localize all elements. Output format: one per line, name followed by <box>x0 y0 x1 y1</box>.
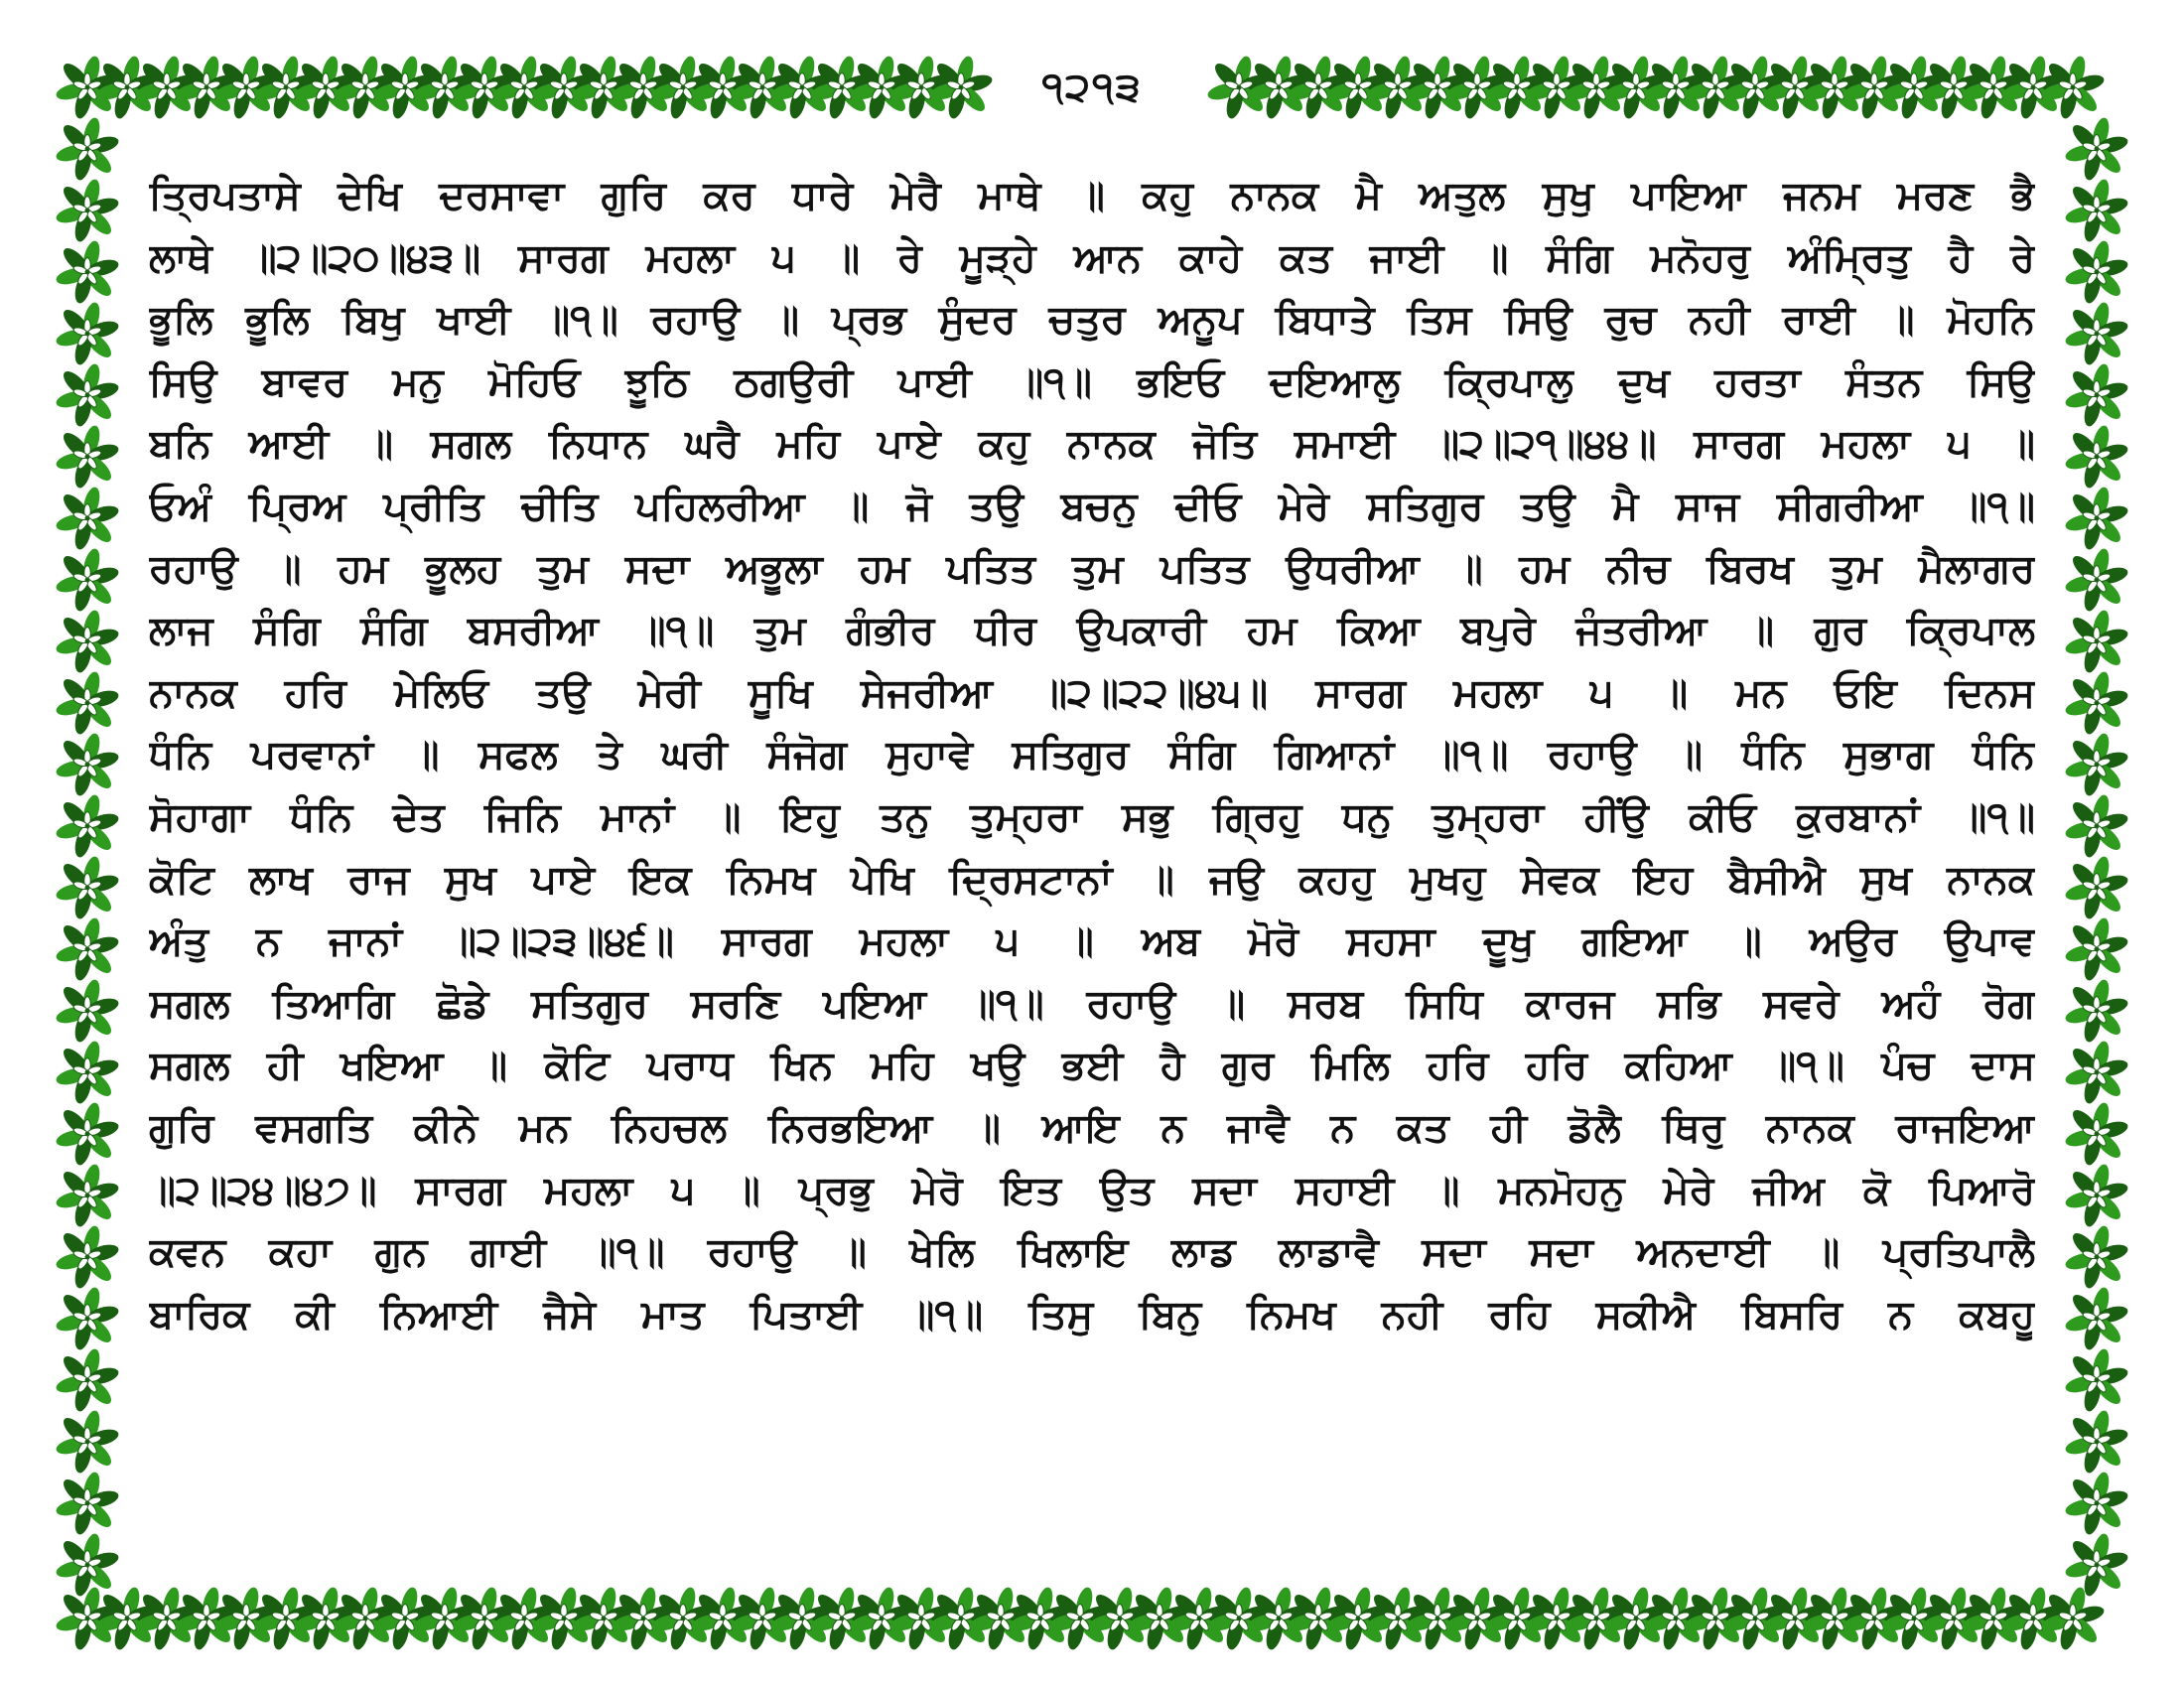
verse-line: ਲਾਥੇ ॥੨॥੨੦॥੪੩॥ ਸਾਰਗ ਮਹਲਾ ੫ ॥ ਰੇ ਮੂੜ੍ਹੇ ਆਨ ਕਾਹੇ ਕਤ ਜਾਈ ॥ ਸੰਗਿ ਮਨੋਹਰੁ ਅੰਮ੍ਰਿਤੁ ਹੈ ਰੇ <box>149 234 2035 281</box>
verse-line: ਰਹਾਉ ॥ ਹਮ ਭੂਲਹ ਤੁਮ ਸਦਾ ਅਭੂਲਾ ਹਮ ਪਤਿਤ ਤੁਮ ਪਤਿਤ ਉਧਰੀਆ ॥ ਹਮ ਨੀਚ ਬਿਰਖ ਤੁਮ ਮੈਲਾਗਰ <box>149 545 2035 592</box>
flower-ornament-icon <box>55 486 120 551</box>
flower-ornament-icon <box>55 1101 120 1167</box>
verse-line: ਬਾਰਿਕ ਕੀ ਨਿਆਈ ਜੈਸੇ ਮਾਤ ਪਿਤਾਈ ॥੧॥ ਤਿਸੁ ਬਿਨੁ ਨਿਮਖ ਨਹੀ ਰਹਿ ਸਕੀਐ ਬਿਸਰਿ ਨ ਕਬਹੂ <box>149 1291 2035 1337</box>
verse-line: ਓਅੰ ਪ੍ਰਿਅ ਪ੍ਰੀਤਿ ਚੀਤਿ ਪਹਿਲਰੀਆ ॥ ਜੋ ਤਉ ਬਚਨੁ ਦੀਓ ਮੇਰੇ ਸਤਿਗੁਰ ਤਉ ਮੈ ਸਾਜ ਸੀਗਰੀਆ ॥੧॥ <box>149 484 2035 529</box>
verse-line: ਬਨਿ ਆਈ ॥ ਸਗਲ ਨਿਧਾਨ ਘਰੈ ਮਹਿ ਪਾਏ ਕਹੁ ਨਾਨਕ ਜੋਤਿ ਸਮਾਈ ॥੨॥੨੧॥੪੪॥ ਸਾਰਗ ਮਹਲਾ ੫ ॥ <box>149 421 2035 468</box>
flower-ornament-icon <box>2064 1532 2129 1598</box>
verse-line: ॥੨॥੨੪॥੪੭॥ ਸਾਰਗ ਮਹਲਾ ੫ ॥ ਪ੍ਰਭੁ ਮੇਰੋ ਇਤ ਉਤ ਸਦਾ ਸਹਾਈ ॥ ਮਨਮੋਹਨੁ ਮੇਰੇ ਜੀਅ ਕੋ ਪਿਆਰੋ <box>149 1167 2035 1213</box>
verse-line: ਭੂਲਿ ਭੂਲਿ ਬਿਖੁ ਖਾਈ ॥੧॥ ਰਹਾਉ ॥ ਪ੍ਰਭ ਸੁੰਦਰ ਚਤੁਰ ਅਨੂਪ ਬਿਧਾਤੇ ਤਿਸ ਸਿਉ ਰੁਚ ਨਹੀ ਰਾਈ ॥ ਮੋਹਨਿ <box>149 297 2035 344</box>
flower-ornament-icon <box>2064 732 2129 797</box>
verse-line: ਲਾਜ ਸੰਗਿ ਸੰਗਿ ਬਸਰੀਆ ॥੧॥ ਤੁਮ ਗੰਭੀਰ ਧੀਰ ਉਪਕਾਰੀ ਹਮ ਕਿਆ ਬਪੁਰੇ ਜੰਤਰੀਆ ॥ ਗੁਰ ਕ੍ਰਿਪਾਲ <box>149 608 2035 654</box>
flower-ornament-icon <box>55 609 120 674</box>
flower-ornament-icon <box>2064 609 2129 674</box>
verse-line: ਸਗਲ ਤਿਆਗਿ ਛੋਡੇ ਸਤਿਗੁਰ ਸਰਣਿ ਪਇਆ ॥੧॥ ਰਹਾਉ ॥ ਸਰਬ ਸਿਧਿ ਕਾਰਜ ਸਭਿ ਸਵਰੇ ਅਹੰ ਰੋਗ <box>149 980 2035 1027</box>
verse-line: ਕਵਨ ਕਹਾ ਗੁਨ ਗਾਈ ॥੧॥ ਰਹਾਉ ॥ ਖੇਲਿ ਖਿਲਾਇ ਲਾਡ ਲਾਡਾਵੈ ਸਦਾ ਸਦਾ ਅਨਦਾਈ ॥ ਪ੍ਰਤਿਪਾਲੈ <box>149 1229 2035 1276</box>
flower-ornament-icon <box>2064 1286 2129 1351</box>
flower-ornament-icon <box>2064 1101 2129 1167</box>
flower-ornament-icon <box>2064 978 2129 1044</box>
flower-ornament-icon <box>2064 916 2129 982</box>
flower-ornament-icon <box>55 547 120 613</box>
flower-ornament-icon <box>2064 855 2129 920</box>
verse-line: ਤ੍ਰਿਪਤਾਸੇ ਦੇਖਿ ਦਰਸਾਵਾ ਗੁਰਿ ਕਰ ਧਾਰੇ ਮੇਰੈ ਮਾਥੇ ॥ ਕਹੁ ਨਾਨਕ ਮੈ ਅਤੁਲ ਸੁਖੁ ਪਾਇਆ ਜਨਮ ਮਰਣ ਭੈ <box>149 173 2035 218</box>
flower-ornament-icon <box>2064 1347 2129 1413</box>
flower-ornament-icon <box>2064 239 2129 305</box>
flower-ornament-icon <box>2064 1163 2129 1228</box>
flower-ornament-icon <box>55 978 120 1044</box>
flower-ornament-icon <box>2064 670 2129 736</box>
flower-ornament-icon <box>55 732 120 797</box>
flower-ornament-icon <box>55 1163 120 1228</box>
flower-ornament-icon <box>55 1286 120 1351</box>
flower-ornament-icon <box>2064 116 2129 182</box>
flower-ornament-icon <box>55 1471 120 1536</box>
verse-line: ਗੁਰਿ ਵਸਗਤਿ ਕੀਨੇ ਮਨ ਨਿਹਚਲ ਨਿਰਭਇਆ ॥ ਆਇ ਨ ਜਾਵੈ ਨ ਕਤ ਹੀ ਡੋਲੈ ਥਿਰੁ ਨਾਨਕ ਰਾਜਇਆ <box>149 1105 2035 1151</box>
flower-ornament-icon <box>2064 178 2129 243</box>
flower-ornament-icon <box>55 1532 120 1598</box>
flower-ornament-icon <box>2064 1409 2129 1475</box>
flower-ornament-icon <box>55 1347 120 1413</box>
verse-line: ਕੋਟਿ ਲਾਖ ਰਾਜ ਸੁਖ ਪਾਏ ਇਕ ਨਿਮਖ ਪੇਖਿ ਦ੍ਰਿਸਟਾਨਾਂ ॥ ਜਉ ਕਹਹੁ ਮੁਖਹੁ ਸੇਵਕ ਇਹ ਬੈਸੀਐ ਸੁਖ ਨਾਨਕ <box>149 856 2035 903</box>
flower-ornament-icon <box>55 916 120 982</box>
flower-ornament-icon <box>2064 1224 2129 1290</box>
verse-line: ਸੋਹਾਗਾ ਧੰਨਿ ਦੇਤ ਜਿਨਿ ਮਾਨਾਂ ॥ ਇਹੁ ਤਨੁ ਤੁਮ੍ਹਰਾ ਸਭੁ ਗ੍ਰਿਹੁ ਧਨੁ ਤੁਮ੍ਹਰਾ ਹੀਂਉ ਕੀਓ ਕੁਰਬਾਨਾਂ ॥੧॥ <box>149 794 2035 840</box>
flower-ornament-icon <box>2064 1471 2129 1536</box>
flower-ornament-icon <box>2064 793 2129 859</box>
flower-ornament-icon <box>2064 362 2129 428</box>
flower-ornament-icon <box>55 855 120 920</box>
verse-line: ਨਾਨਕ ਹਰਿ ਮੇਲਿਓ ਤਉ ਮੇਰੀ ਸੂਖਿ ਸੇਜਰੀਆ ॥੨॥੨੨॥੪੫॥ ਸਾਰਗ ਮਹਲਾ ੫ ॥ ਮਨ ਓਇ ਦਿਨਸ <box>149 669 2035 716</box>
flower-ornament-icon <box>55 1224 120 1290</box>
flower-ornament-icon <box>2064 424 2129 490</box>
flower-ornament-icon <box>55 1040 120 1105</box>
flower-ornament-icon <box>2064 486 2129 551</box>
verse-line: ਧੰਨਿ ਪਰਵਾਨਾਂ ॥ ਸਫਲ ਤੇ ਘਰੀ ਸੰਜੋਗ ਸੁਹਾਵੇ ਸਤਿਗੁਰ ਸੰਗਿ ਗਿਆਨਾਂ ॥੧॥ ਰਹਾਉ ॥ ਧੰਨਿ ਸੁਭਾਗ ਧੰਨਿ <box>149 732 2035 778</box>
flower-ornament-icon <box>55 362 120 428</box>
page-number: ੧੨੧੩ <box>1003 62 1181 113</box>
flower-ornament-icon <box>55 116 120 182</box>
verse-line: ਸਗਲ ਹੀ ਖਇਆ ॥ ਕੋਟਿ ਪਰਾਧ ਖਿਨ ਮਹਿ ਖਉ ਭਈ ਹੈ ਗੁਰ ਮਿਲਿ ਹਰਿ ਹਰਿ ਕਹਿਆ ॥੧॥ ਪੰਚ ਦਾਸ <box>149 1043 2035 1089</box>
flower-ornament-icon <box>2064 1040 2129 1105</box>
flower-ornament-icon <box>2064 547 2129 613</box>
flower-ornament-icon <box>55 793 120 859</box>
flower-ornament-icon <box>55 670 120 736</box>
verse-line: ਸਿਉ ਬਾਵਰ ਮਨੁ ਮੋਹਿਓ ਝੂਠਿ ਠਗਉਰੀ ਪਾਈ ॥੧॥ ਭਇਓ ਦਇਆਲੁ ਕ੍ਰਿਪਾਲੁ ਦੁਖ ਹਰਤਾ ਸੰਤਨ ਸਿਉ <box>149 358 2035 405</box>
flower-ornament-icon <box>55 178 120 243</box>
verse-text-block <box>149 165 2035 1515</box>
flower-ornament-icon <box>55 301 120 366</box>
verse-line: ਅੰਤੁ ਨ ਜਾਨਾਂ ॥੨॥੨੩॥੪੬॥ ਸਾਰਗ ਮਹਲਾ ੫ ॥ ਅਬ ਮੋਰੋ ਸਹਸਾ ਦੂਖੁ ਗਇਆ ॥ ਅਉਰ ਉਪਾਵ <box>149 918 2035 965</box>
flower-ornament-icon <box>2064 301 2129 366</box>
flower-ornament-icon <box>55 1409 120 1475</box>
flower-ornament-icon <box>55 239 120 305</box>
flower-ornament-icon <box>55 424 120 490</box>
